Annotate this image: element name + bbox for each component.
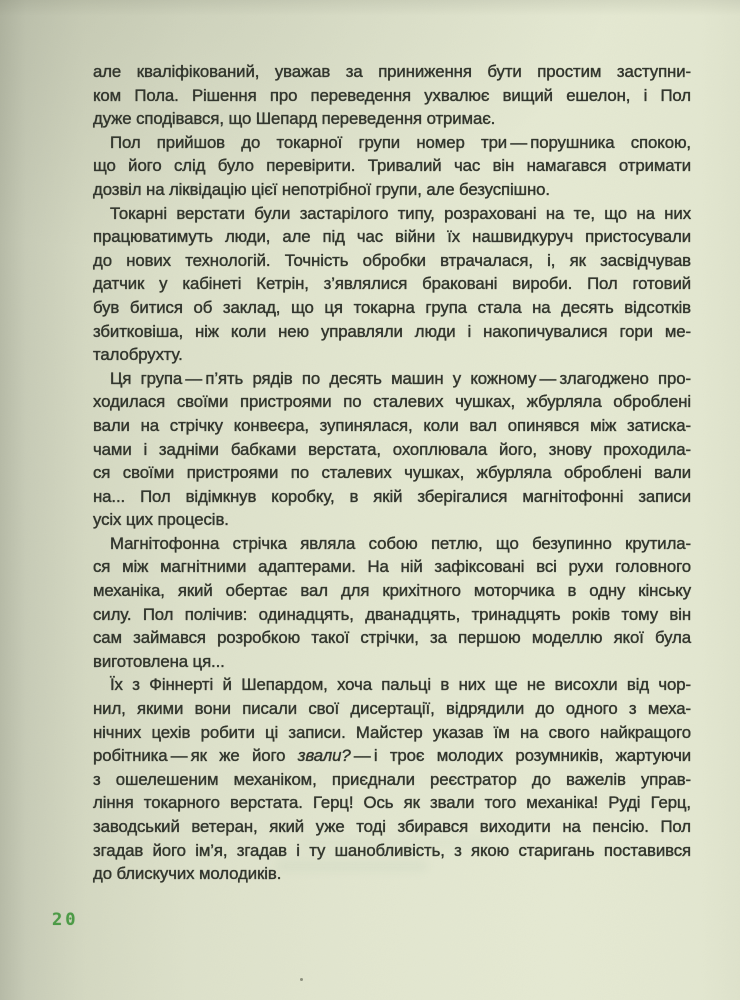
paragraph xyxy=(93,202,691,367)
page-number: 20 xyxy=(52,910,79,930)
text-line: талобрухту. xyxy=(93,345,183,365)
text-line: усіх цих процесів. xyxy=(93,510,229,530)
italic-word: звали? xyxy=(297,746,351,766)
text-line: ся між магнітними адаптерами. На ній зафіксовані всі рухи головного xyxy=(93,557,691,577)
text-line: ління токарного верстата. Герц! Ось як звали того механіка! Руді Герц, xyxy=(93,793,691,813)
text-line: силу. Пол полічив: одинадцять, дванадцять, тринадцять років тому він xyxy=(93,604,691,624)
paragraph xyxy=(93,60,691,131)
paragraph xyxy=(93,131,691,202)
text-line: Ця група — п’ять рядів по десять машин у кожному — злагоджено про- xyxy=(110,368,691,388)
paragraph xyxy=(93,673,691,885)
text-line: з ошелешеним механіком, приєднали реєстратор до важелів управ- xyxy=(93,769,691,789)
text-line: був битися об заклад, що ця токарна група стала на десять відсотків xyxy=(93,297,691,317)
text-line: Токарні верстати були застарілого типу, розраховані на те, що на них xyxy=(110,203,691,223)
text-line: на... Пол відімкнув коробку, в якій зберігалися магнітофонні записи xyxy=(93,486,691,506)
text-line: сам займався розробкою такої стрічки, за першою моделлю якої була xyxy=(93,628,691,648)
text-line: датчик у кабінеті Кетрін, з’являлися браковані вироби. Пол готовий xyxy=(93,274,691,294)
text-line: що його слід було перевірити. Тривалий час він намагався отримати xyxy=(93,156,691,176)
text-line: працюватимуть люди, але під час війни їх нашвидкуруч пристосували xyxy=(93,227,691,247)
text-line: дозвіл на ліквідацію цієї непотрібної групи, але безуспішно. xyxy=(93,179,550,199)
text-segment: — і троє молодих розумників, жартуючи xyxy=(350,746,691,766)
text-line: виготовлена ця... xyxy=(93,651,225,671)
text-line: механіка, який обертає вал для крихітного моторчика в одну кінську xyxy=(93,581,691,601)
text-line: нил, якими вони писали свої дисертації, відрядили до одного з меха- xyxy=(93,699,691,719)
paper-speck xyxy=(300,978,303,981)
text-line: Магнітофонна стрічка являла собою петлю, що безупинно крутила- xyxy=(110,533,691,553)
text-segment: робітника — як же його xyxy=(93,746,298,766)
text-line: ком Пола. Рішення про переведення ухвалює вищий ешелон, і Пол xyxy=(93,85,691,105)
text-line: заводський ветеран, який уже тоді збирався виходити на пенсію. Пол xyxy=(93,817,691,836)
text-line xyxy=(93,744,691,768)
text-line: до блискучих молодиків. xyxy=(93,864,282,884)
page-text xyxy=(93,60,691,886)
paragraph xyxy=(93,532,691,674)
text-line: Їх з Фіннерті й Шепардом, хоча пальці в них ще не висохли від чор- xyxy=(110,675,691,695)
paragraph xyxy=(93,367,691,532)
text-line: згадав його ім’я, згадав і ту шанобливість, з якою старигань поставився xyxy=(93,840,691,860)
text-line: до нових технологій. Точність обробки втрачалася, і, як засвідчував xyxy=(93,250,691,270)
text-line: Пол прийшов до токарної групи номер три — порушника спокою, xyxy=(110,132,691,152)
text-line: ходилася своїми пристроями по сталевих чушках, жбурляла оброблені xyxy=(93,392,691,412)
text-line: але кваліфікований, уважав за приниження бути простим заступни- xyxy=(93,62,691,81)
text-line: чами і задніми бабками верстата, охоплювала його, знову проходила- xyxy=(93,439,691,459)
text-line: ся своїми пристроями по сталевих чушках, жбурляла оброблені вали xyxy=(93,463,691,483)
text-line: збитковіша, ніж коли нею управляли люди і накопичувалися гори ме- xyxy=(93,321,691,341)
text-line: дуже сподівався, що Шепард переведення отримає. xyxy=(93,109,496,129)
text-line: вали на стрічку конвеєра, зупинялася, коли вал опинявся між затиска- xyxy=(93,415,691,435)
text-line: нічних цехів робити ці записи. Майстер указав їм на свого найкращого xyxy=(93,722,691,742)
